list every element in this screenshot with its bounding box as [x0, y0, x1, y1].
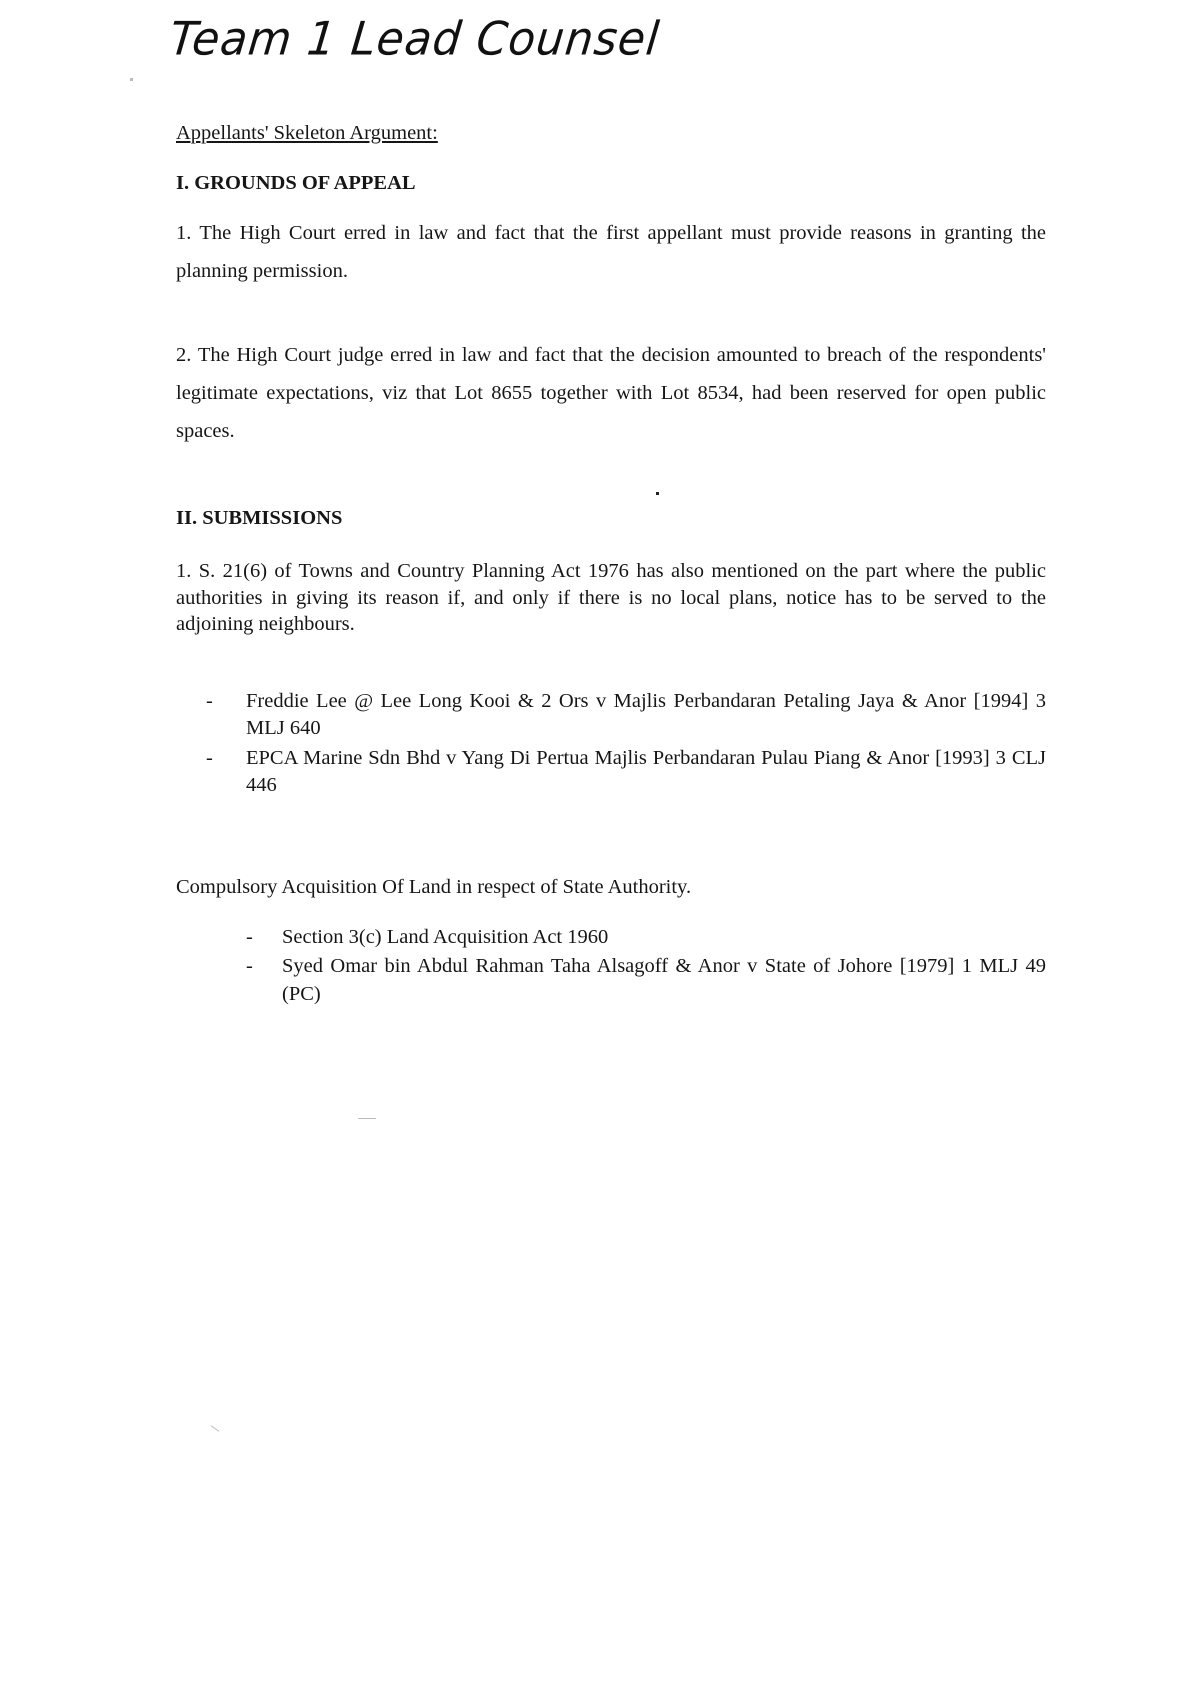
scan-speck — [656, 492, 659, 495]
case-list — [176, 688, 1046, 798]
scan-speck — [358, 1118, 376, 1119]
submission-paragraph: 1. S. 21(6) of Towns and Country Planning Act 1976 has also mentioned on the part where the public authorities in giving its reason if, and only if there is no local plans, notice has to be served to the adjoining neighbours. — [176, 560, 1046, 635]
submissions-heading: II. SUBMISSIONS — [176, 507, 343, 529]
acquisition-item: - Section 3(c) Land Acquisition Act 1960 — [176, 922, 1046, 952]
case-item: - EPCA Marine Sdn Bhd v Yang Di Pertua Majlis Perbandaran Pulau Piang & Anor [1993] 3 CLJ 446 — [206, 747, 1046, 796]
handwritten-note: Team 1 Lead Counsel — [167, 12, 663, 67]
bullet-dash: - — [206, 690, 213, 712]
acquisition-list — [176, 922, 1046, 1008]
bullet-dash: - — [246, 926, 253, 948]
ground-1: 1. The High Court erred in law and fact that the first appellant must provide reasons in granting the planning permission. — [176, 222, 1046, 282]
acquisition-heading: Compulsory Acquisition Of Land in respect of State Authority. — [176, 876, 692, 898]
bullet-dash: - — [246, 955, 253, 977]
scan-speck — [211, 1425, 220, 1432]
bullet-dash: - — [206, 747, 213, 769]
case-item: - Freddie Lee @ Lee Long Kooi & 2 Ors v Majlis Perbandaran Petaling Jaya & Anor [1994] 3 MLJ 640 — [206, 690, 1046, 739]
document-title: Appellants' Skeleton Argument: — [176, 122, 438, 144]
acquisition-item: - Syed Omar bin Abdul Rahman Taha Alsagoff & Anor v State of Johore [1979] 1 MLJ 49 (PC) — [176, 952, 1046, 1008]
grounds-heading: I. GROUNDS OF APPEAL — [176, 172, 416, 194]
ground-2: 2. The High Court judge erred in law and fact that the decision amounted to breach of the respondents' legitimate expectations, viz that Lot 8655 together with Lot 8534, had been reserved for open public spaces. — [176, 344, 1046, 442]
scan-speck — [130, 78, 133, 81]
